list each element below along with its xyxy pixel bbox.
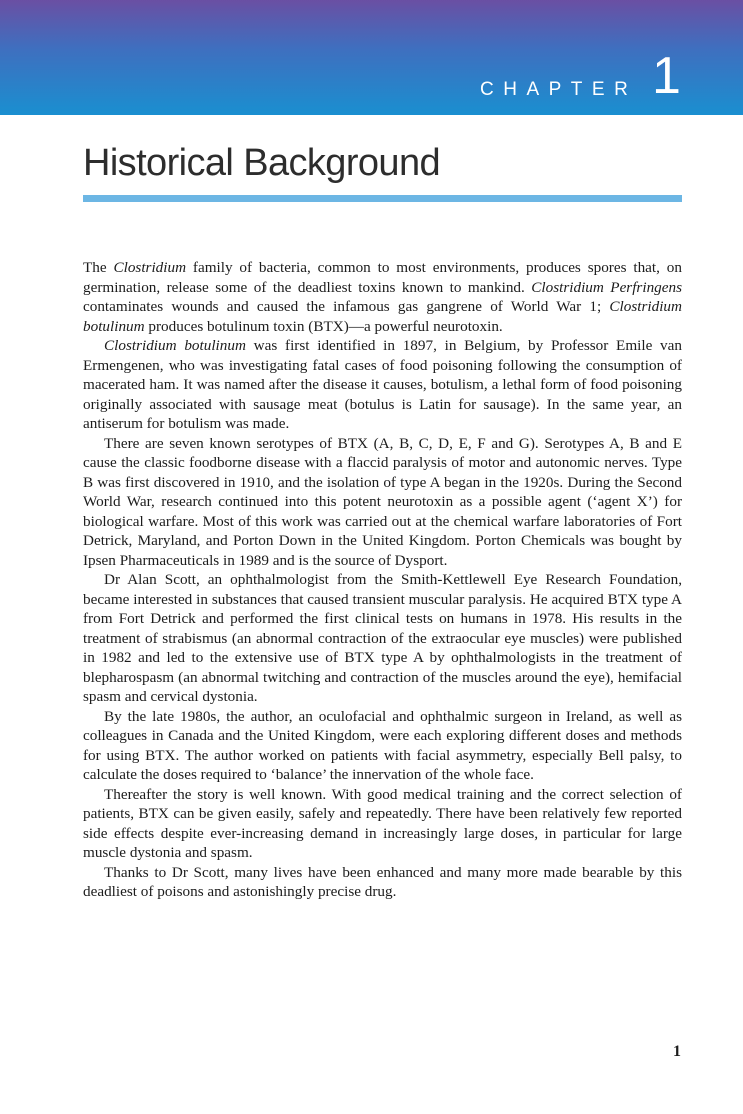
paragraph-2: [83, 336, 682, 434]
page-number: 1: [673, 1043, 681, 1060]
italic-term: Clostridium botulinum: [104, 337, 246, 354]
paragraph-3: There are seven known serotypes of BTX (A, B, C, D, E, F and G). Serotypes A, B and E cause the classic foodborne disease with a flaccid paralysis of motor and autonomic nerves. Type B was first discovered in 1910, and the isolation of type A began in the 1920s. During the Second World War, research continued into this potent neurotoxin as a possible agent (‘agent X’) for biological warfare. Most of this work was carried out at the chemical warfare laboratories of Fort Detrick, Maryland, and Porton Down in the United Kingdom. Porton Chemicals was bought by Ipsen Pharmaceuticals in 1989 and is the source of Dysport.: [83, 434, 682, 569]
italic-term: Clostridium: [113, 259, 187, 276]
paragraph-text: produces botulinum toxin (BTX)—a powerful neurotoxin.: [144, 317, 503, 335]
chapter-number: 1: [652, 47, 681, 105]
paragraph-7: Thanks to Dr Scott, many lives have been enhanced and many more made bearable by this deadliest of poisons and astonishingly precise drug.: [83, 863, 682, 900]
chapter-banner: [0, 0, 743, 115]
paragraph-6: Thereafter the story is well known. With good medical training and the correct selection of patients, BTX can be given easily, safely and repeatedly. There have been relatively few reported side effects despite ever-increasing demand in increasingly large doses, in particular for large muscle dystonia and spasm.: [83, 785, 682, 861]
italic-term: Clostridium Perfringens: [531, 278, 682, 296]
paragraph-text: contaminates wounds and caused the infamous gas gangrene of World War 1;: [83, 298, 610, 315]
paragraph-4: Dr Alan Scott, an ophthalmologist from the Smith-Kettlewell Eye Research Foundation, became interested in substances that caused transient muscular paralysis. He acquired BTX type A from Fort Detrick and performed the first clinical tests on humans in 1978. His results in the treatment of strabismus (an abnormal contraction of the extraocular eye muscles) were published in 1982 and led to the extensive use of BTX type A by ophthalmologists in the treatment of blepharospasm (an abnormal twitching and contraction of the muscles around the eye), hemifacial spasm and cervical dystonia.: [83, 571, 682, 705]
paragraph-5: By the late 1980s, the author, an oculofacial and ophthalmic surgeon in Ireland, as well as colleagues in Canada and the United Kingdom, were each exploring different doses and methods for using BTX. The author worked on patients with facial asymmetry, especially Bell palsy, to calculate the doses required to ‘balance’ the innervation of the whole face.: [83, 707, 682, 783]
page-title: Historical Background: [83, 142, 441, 184]
italic-term: Clostridium botulinum: [83, 298, 682, 335]
paragraph-text: was first identified in 1897, in Belgium, by Professor Emile van Ermengenen, who was investigating fatal cases of food poisoning following the consumption of macerated ham. It was named after the disease it causes, botulism, a lethal form of food poisoning originally associated with sausage meat (botulus is Latin for sausage). In the same year, an antiserum for botulism was made.: [83, 337, 682, 432]
paragraph-text: family of bacteria, common to most environments, produces spores that, on germination, release some of the deadliest toxins known to mankind.: [83, 259, 682, 296]
paragraph-text: The: [83, 259, 114, 276]
body-text: [83, 258, 682, 902]
paragraph-1: [83, 258, 682, 336]
chapter-label: CHAPTER: [480, 79, 638, 100]
title-rule: [83, 195, 682, 202]
